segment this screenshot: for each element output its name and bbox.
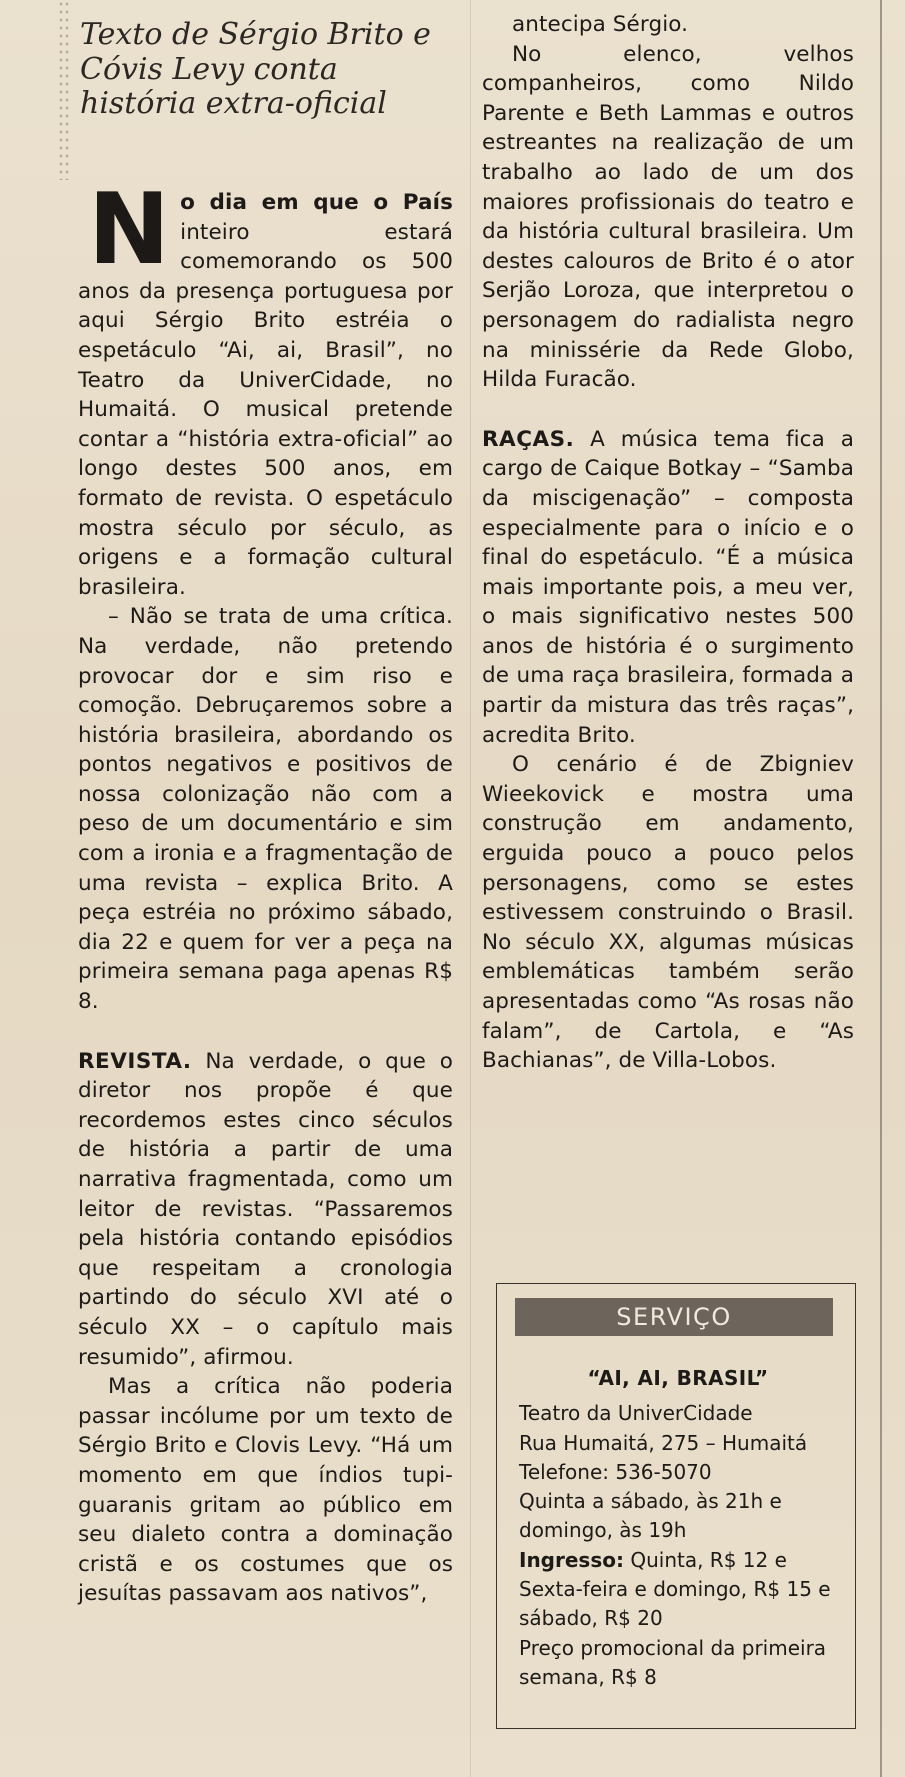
cenario-paragraph: O cenário é de Zbigniev Wieekovick e mostra uma construção em andamento, erguida pouco a pouco pelos personagens, como se estes estivessem construindo o Brasil. No século XX, algumas músicas emblemáticas também serão apresentadas como “As rosas não falam”, de Cartola, e “As Bachianas”, de Villa-Lobos. xyxy=(482,752,854,1074)
racas-text: A música tema fica a cargo de Caique Botkay – “Samba da miscigenação” – composta especialmente para o início e o final do espetáculo. “É a música mais importante pois, a meu ver, o mais significativo nestes 500 anos de história é o surgimento de uma raça brasileira, formada a partir da mistura das três raças”, acredita Brito. xyxy=(482,426,854,748)
promo-price: Preço promocional da primeira semana, R$ 8 xyxy=(519,1635,827,1689)
article-headline: Texto de Sérgio Brito e Cóvis Levy conta história extra-oficial xyxy=(80,17,431,121)
lead-paragraph xyxy=(78,173,453,602)
critica-paragraph: Mas a crítica não poderia passar incólume por um texto de Sérgio Brito e Clovis Levy. “Há um momento em que índios tupi-guaranis gritam ao público em seu dialeto contra a dominação cristã e os costumes que os jesuítas passavam aos nativos”, xyxy=(78,1374,453,1607)
perforation-dots xyxy=(58,0,70,180)
schedule: Quinta a sábado, às 21h e domingo, às 19h xyxy=(519,1489,782,1543)
address: Rua Humaitá, 275 – Humaitá xyxy=(519,1430,808,1455)
elenco-paragraph: No elenco, velhos companheiros, como Nildo Parente e Beth Lammas e outros estreantes na realização de um trabalho ao lado de um dos maiores profissionais do teatro e da história cultural brasileira. Um destes calouros de Brito é o ator Serjão Loroza, que interpretou o personagem do radialista negro na minissérie da Rede Globo, Hilda Furacão. xyxy=(482,41,854,393)
ticket-info xyxy=(519,1546,837,1634)
racas-paragraph xyxy=(482,425,854,751)
revista-text: Na verdade, o que o diretor nos propõe é que recordemos estes cinco séculos de história a partir de uma narrativa fragmentada, como um leitor de revistas. “Passaremos pela história contando episódios que respeitam a cronologia partindo do século XVI até o século XX – o capítulo mais resumido”, afirmou. xyxy=(78,1048,453,1370)
show-title: “AI, AI, BRASIL” xyxy=(587,1366,769,1390)
column-gutter xyxy=(470,0,471,1777)
phone: Telefone: 536-5070 xyxy=(519,1459,712,1484)
subhead-revista: REVISTA. xyxy=(78,1048,192,1074)
service-body xyxy=(519,1364,837,1692)
ticket-label: Ingresso: xyxy=(519,1547,624,1572)
left-column xyxy=(78,173,453,1609)
clipping-edge xyxy=(880,0,882,1777)
continuation-line: antecipa Sérgio. xyxy=(512,12,689,37)
lead-text: inteiro estará comemorando os 500 anos da presença portuguesa por aqui Sérgio Brito estréia o espetáculo “Ai, ai, Brasil”, no Teatro da UniverCidade, no Humaitá. O musical pretende contar a “história extra-oficial” ao longo destes 500 anos, em formato de revista. O espetáculo mostra século por século, as origens e a formação cultural brasileira. xyxy=(78,219,453,600)
service-banner: SERVIÇO xyxy=(515,1298,833,1336)
drop-cap: N xyxy=(88,173,171,287)
right-column xyxy=(482,10,854,1076)
lead-in: o dia em que o País xyxy=(180,190,453,215)
subhead-racas: RAÇAS. xyxy=(482,426,575,452)
quote-paragraph: – Não se trata de uma crítica. Na verdade, não pretendo provocar dor e sim riso e comoção. Debruçaremos sobre a história brasileira, abordando os pontos negativos e positivos de nossa colonização não com a peso de um documentário e sim com a ironia e a fragmentação de uma revista – explica Brito. A peça estréia no próximo sábado, dia 22 e quem for ver a peça na primeira semana paga apenas R$ 8. xyxy=(78,604,453,1015)
ticket-prices: Quinta, R$ 12 e Sexta-feira e domingo, R$ 15 e sábado, R$ 20 xyxy=(519,1547,831,1631)
service-box xyxy=(496,1283,856,1729)
revista-paragraph xyxy=(78,1047,453,1373)
venue: Teatro da UniverCidade xyxy=(519,1401,753,1426)
